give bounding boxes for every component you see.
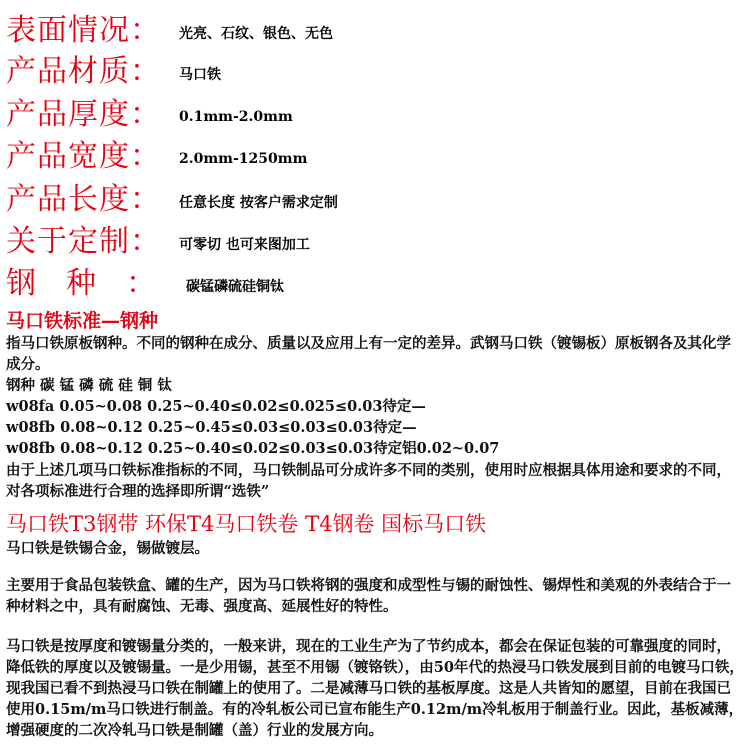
classification-paragraph: 马口铁是按厚度和镀锡量分类的，一般来讲，现在的工业生产为了节约成本，都会在保证包装的可靠强度的同时，降低铁的厚度以及镀锡量。一是少用锡，甚至不用锡（镀铬铁），由50年代的热浸马口铁发展到目前的电镀马口铁，现我国已看不到热浸马口铁在制罐上的使用了。二是减薄马口铁的基板厚度。这是人共皆知的愿望，目前在我国已使用0.15m/m马口铁进行制盖。有的冷轧板公司已宣布能生产0.12m/m冷轧板用于制盖行业。因此，基板减薄，增强硬度的二次冷轧马口铁是制罐（盖）行业的发展方向。 <box>6 638 744 739</box>
spec-row-material <box>6 52 221 92</box>
standard-intro: 指马口铁原板钢种。不同的钢种在成分、质量以及应用上有一定的差异。武钢马口铁（镀锡板）原板钢各及其化学成分。 <box>6 335 731 373</box>
spec-row-thickness <box>6 95 293 135</box>
spec-label: 产品长度： <box>6 182 161 217</box>
definition-text: 马口铁是铁锡合金，锡做镀层。 <box>6 540 209 557</box>
spec-label: 产品宽度： <box>6 139 161 174</box>
spec-value: 碳锰磷硫硅铜钛 <box>186 279 284 295</box>
products-heading: 马口铁T3钢带 环保T4马口铁卷 T4钢卷 国标马口铁 <box>6 512 487 536</box>
elements-row: 钢种 碳 锰 磷 硫 硅 铜 钛 <box>6 377 172 394</box>
spec-label: 产品材质： <box>6 54 161 89</box>
spec-row-width <box>6 137 307 177</box>
spec-row-steel-grade <box>6 264 284 304</box>
spec-value: 光亮、石纹、银色、无色 <box>179 26 333 42</box>
usage-paragraph: 主要用于食品包装铁盒、罐的生产，因为马口铁将钢的强度和成型性与锡的耐蚀性、锡焊性和美观的外表结合于一种材料之中，具有耐腐蚀、无毒、强度高、延展性好的特性。 <box>6 577 731 615</box>
grade-row: w08fb 0.08~0.12 0.25~0.45≤0.03≤0.03≤0.03待定— <box>6 419 417 436</box>
spec-label: 关于定制： <box>6 224 161 259</box>
spec-value: 0.1mm-2.0mm <box>179 109 293 125</box>
spec-label: 产品厚度： <box>6 97 161 132</box>
spec-value: 马口铁 <box>179 67 221 83</box>
standard-conclusion: 由于上述几项马口铁标准指标的不同，马口铁制品可分成许多不同的类别，使用时应根据具体用途和要求的不同，对各项标准进行合理的选择即所谓“选铁” <box>6 462 731 500</box>
standard-heading: 马口铁标准—钢种 <box>6 310 159 332</box>
grade-row: w08fa 0.05~0.08 0.25~0.40≤0.02≤0.025≤0.03待定— <box>6 398 426 415</box>
grade-row: w08fb 0.08~0.12 0.25~0.40≤0.02≤0.03≤0.03待定铝0.02~0.07 <box>6 440 500 457</box>
spec-label: 钢种： <box>6 266 186 301</box>
spec-value: 可零切 也可来图加工 <box>179 237 310 253</box>
spec-row-customization <box>6 222 310 262</box>
spec-row-length <box>6 180 338 220</box>
spec-label: 表面情况： <box>6 13 161 48</box>
spec-row-surface <box>6 11 333 51</box>
spec-value: 任意长度 按客户需求定制 <box>179 195 338 211</box>
spec-value: 2.0mm-1250mm <box>179 151 308 167</box>
